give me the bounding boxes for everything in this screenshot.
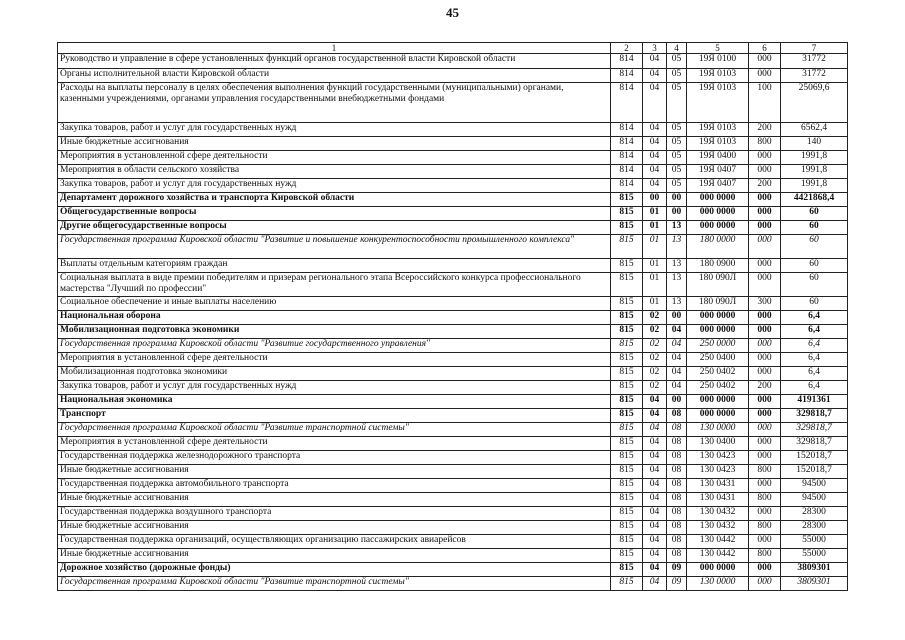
section-cell: 01 (643, 259, 667, 273)
admin-code-cell: 815 (611, 507, 643, 521)
target-article-cell: 19Я 0103 (687, 69, 749, 83)
section-cell: 01 (643, 207, 667, 221)
table-row (58, 151, 848, 165)
amount-cell: 6,4 (781, 367, 848, 381)
section-cell: 04 (643, 54, 667, 69)
amount-cell: 6,4 (781, 381, 848, 395)
table-row (58, 549, 848, 563)
expense-type-cell: 800 (749, 493, 781, 507)
subsection-cell: 08 (667, 451, 687, 465)
section-cell: 04 (643, 409, 667, 423)
section-cell: 04 (643, 423, 667, 437)
expense-type-cell: 000 (749, 151, 781, 165)
target-article-cell: 19Я 0407 (687, 179, 749, 193)
table-row (58, 577, 848, 591)
row-name-cell: Иные бюджетные ассигнования (58, 465, 611, 479)
table-row (58, 339, 848, 353)
amount-cell: 94500 (781, 479, 848, 493)
section-cell: 01 (643, 297, 667, 311)
row-name-cell: Иные бюджетные ассигнования (58, 521, 611, 535)
subsection-cell: 05 (667, 54, 687, 69)
admin-code-cell: 815 (611, 423, 643, 437)
amount-cell: 60 (781, 207, 848, 221)
section-cell: 02 (643, 367, 667, 381)
row-name-cell: Государственная поддержка железнодорожного транспорта (58, 451, 611, 465)
expense-type-cell: 300 (749, 297, 781, 311)
section-cell: 02 (643, 339, 667, 353)
section-cell: 04 (643, 493, 667, 507)
expense-type-cell: 000 (749, 259, 781, 273)
admin-code-cell: 815 (611, 353, 643, 367)
subsection-cell: 08 (667, 465, 687, 479)
target-article-cell: 19Я 0407 (687, 165, 749, 179)
subsection-cell: 00 (667, 193, 687, 207)
section-cell: 02 (643, 353, 667, 367)
row-name-cell: Государственная программа Кировской области "Развитие государственного управления" (58, 339, 611, 353)
expense-type-cell: 000 (749, 325, 781, 339)
table-row (58, 381, 848, 395)
section-cell: 04 (643, 549, 667, 563)
subsection-cell: 04 (667, 353, 687, 367)
expense-type-cell: 000 (749, 353, 781, 367)
subsection-cell: 05 (667, 179, 687, 193)
target-article-cell: 130 0000 (687, 423, 749, 437)
amount-cell: 94500 (781, 493, 848, 507)
target-article-cell: 19Я 0100 (687, 54, 749, 69)
admin-code-cell: 815 (611, 311, 643, 325)
row-name-cell: Транспорт (58, 409, 611, 423)
subsection-cell: 05 (667, 165, 687, 179)
subsection-cell: 04 (667, 381, 687, 395)
row-name-cell: Органы исполнительной власти Кировской области (58, 69, 611, 83)
row-name-cell: Другие общегосударственные вопросы (58, 221, 611, 235)
row-name-cell: Государственная программа Кировской области "Развитие транспортной системы" (58, 423, 611, 437)
expense-type-cell: 000 (749, 273, 781, 297)
table-row (58, 521, 848, 535)
subsection-cell: 09 (667, 563, 687, 577)
admin-code-cell: 814 (611, 137, 643, 151)
table-row (58, 479, 848, 493)
amount-cell: 28300 (781, 521, 848, 535)
row-name-cell: Мероприятия в установленной сфере деятельности (58, 353, 611, 367)
table-row (58, 395, 848, 409)
expense-type-cell: 000 (749, 577, 781, 591)
expense-type-cell: 000 (749, 507, 781, 521)
amount-cell: 3809301 (781, 577, 848, 591)
table-row (58, 259, 848, 273)
admin-code-cell: 815 (611, 297, 643, 311)
admin-code-cell: 815 (611, 193, 643, 207)
target-article-cell: 180 0900 (687, 259, 749, 273)
subsection-cell: 13 (667, 259, 687, 273)
header-cell: 5 (687, 43, 749, 54)
section-cell: 04 (643, 507, 667, 521)
row-name-cell: Государственная программа Кировской области "Развитие транспортной системы" (58, 577, 611, 591)
expense-type-cell: 000 (749, 563, 781, 577)
target-article-cell: 130 0431 (687, 479, 749, 493)
subsection-cell: 04 (667, 367, 687, 381)
target-article-cell: 130 0423 (687, 451, 749, 465)
subsection-cell: 08 (667, 521, 687, 535)
admin-code-cell: 814 (611, 165, 643, 179)
subsection-cell: 00 (667, 207, 687, 221)
table-row (58, 451, 848, 465)
table-row (58, 367, 848, 381)
section-cell: 04 (643, 465, 667, 479)
section-cell: 04 (643, 83, 667, 123)
target-article-cell: 250 0402 (687, 381, 749, 395)
target-article-cell: 000 0000 (687, 207, 749, 221)
admin-code-cell: 815 (611, 325, 643, 339)
section-cell: 04 (643, 165, 667, 179)
admin-code-cell: 815 (611, 367, 643, 381)
target-article-cell: 130 0423 (687, 465, 749, 479)
amount-cell: 4421868,4 (781, 193, 848, 207)
row-name-cell: Государственная поддержка автомобильного транспорта (58, 479, 611, 493)
section-cell: 04 (643, 521, 667, 535)
amount-cell: 1991,8 (781, 151, 848, 165)
table-row (58, 54, 848, 69)
row-name-cell: Мобилизационная подготовка экономики (58, 325, 611, 339)
row-name-cell: Руководство и управление в сфере установленных функций органов государственной власти Кировской области (58, 54, 611, 69)
table-row (58, 207, 848, 221)
table-row (58, 493, 848, 507)
subsection-cell: 05 (667, 83, 687, 123)
subsection-cell: 08 (667, 437, 687, 451)
subsection-cell: 04 (667, 339, 687, 353)
expense-type-cell: 000 (749, 221, 781, 235)
row-name-cell: Дорожное хозяйство (дорожные фонды) (58, 563, 611, 577)
row-name-cell: Выплаты отдельным категориям граждан (58, 259, 611, 273)
expense-type-cell: 000 (749, 479, 781, 493)
subsection-cell: 04 (667, 325, 687, 339)
amount-cell: 60 (781, 221, 848, 235)
subsection-cell: 13 (667, 273, 687, 297)
row-name-cell: Закупка товаров, работ и услуг для государственных нужд (58, 381, 611, 395)
section-cell: 04 (643, 437, 667, 451)
admin-code-cell: 815 (611, 465, 643, 479)
admin-code-cell: 814 (611, 179, 643, 193)
target-article-cell: 250 0000 (687, 339, 749, 353)
table-row (58, 221, 848, 235)
header-cell: 2 (611, 43, 643, 54)
target-article-cell: 000 0000 (687, 193, 749, 207)
expense-type-cell: 000 (749, 437, 781, 451)
budget-table (57, 42, 848, 591)
section-cell: 04 (643, 151, 667, 165)
subsection-cell: 05 (667, 151, 687, 165)
table-row (58, 165, 848, 179)
section-cell: 04 (643, 69, 667, 83)
amount-cell: 6,4 (781, 311, 848, 325)
expense-type-cell: 800 (749, 549, 781, 563)
row-name-cell: Национальная экономика (58, 395, 611, 409)
section-cell: 04 (643, 179, 667, 193)
expense-type-cell: 200 (749, 179, 781, 193)
table-row (58, 465, 848, 479)
admin-code-cell: 815 (611, 493, 643, 507)
row-name-cell: Мероприятия в установленной сфере деятельности (58, 151, 611, 165)
row-name-cell: Социальное обеспечение и иные выплаты населению (58, 297, 611, 311)
target-article-cell: 180 090Л (687, 273, 749, 297)
header-cell: 6 (749, 43, 781, 54)
section-cell: 04 (643, 123, 667, 137)
target-article-cell: 130 0000 (687, 577, 749, 591)
amount-cell: 31772 (781, 54, 848, 69)
amount-cell: 25069,6 (781, 83, 848, 123)
amount-cell: 3809301 (781, 563, 848, 577)
header-cell: 1 (58, 43, 611, 54)
admin-code-cell: 814 (611, 83, 643, 123)
row-name-cell: Закупка товаров, работ и услуг для государственных нужд (58, 123, 611, 137)
target-article-cell: 000 0000 (687, 395, 749, 409)
amount-cell: 60 (781, 273, 848, 297)
row-name-cell: Иные бюджетные ассигнования (58, 137, 611, 151)
target-article-cell: 250 0400 (687, 353, 749, 367)
section-cell: 00 (643, 193, 667, 207)
target-article-cell: 000 0000 (687, 325, 749, 339)
table-row (58, 507, 848, 521)
expense-type-cell: 000 (749, 54, 781, 69)
table-row (58, 311, 848, 325)
subsection-cell: 08 (667, 507, 687, 521)
table-row (58, 297, 848, 311)
target-article-cell: 130 0442 (687, 535, 749, 549)
subsection-cell: 08 (667, 423, 687, 437)
subsection-cell: 00 (667, 395, 687, 409)
subsection-cell: 05 (667, 137, 687, 151)
target-article-cell: 19Я 0103 (687, 123, 749, 137)
expense-type-cell: 000 (749, 451, 781, 465)
subsection-cell: 08 (667, 479, 687, 493)
header-cell: 4 (667, 43, 687, 54)
admin-code-cell: 815 (611, 395, 643, 409)
table-row (58, 325, 848, 339)
expense-type-cell: 000 (749, 235, 781, 259)
admin-code-cell: 815 (611, 563, 643, 577)
admin-code-cell: 815 (611, 521, 643, 535)
admin-code-cell: 815 (611, 273, 643, 297)
subsection-cell: 13 (667, 221, 687, 235)
expense-type-cell: 000 (749, 165, 781, 179)
row-name-cell: Мероприятия в области сельского хозяйства (58, 165, 611, 179)
table-row (58, 353, 848, 367)
target-article-cell: 19Я 0103 (687, 137, 749, 151)
amount-cell: 6,4 (781, 325, 848, 339)
row-name-cell: Государственная поддержка воздушного транспорта (58, 507, 611, 521)
expense-type-cell: 000 (749, 207, 781, 221)
subsection-cell: 13 (667, 235, 687, 259)
target-article-cell: 130 0432 (687, 507, 749, 521)
table-row (58, 193, 848, 207)
subsection-cell: 09 (667, 577, 687, 591)
target-article-cell: 130 0442 (687, 549, 749, 563)
table-row (58, 273, 848, 297)
expense-type-cell: 000 (749, 193, 781, 207)
target-article-cell: 000 0000 (687, 409, 749, 423)
amount-cell: 329818,7 (781, 423, 848, 437)
table-row (58, 563, 848, 577)
expense-type-cell: 000 (749, 409, 781, 423)
section-cell: 04 (643, 535, 667, 549)
amount-cell: 329818,7 (781, 409, 848, 423)
amount-cell: 31772 (781, 69, 848, 83)
admin-code-cell: 814 (611, 123, 643, 137)
expense-type-cell: 800 (749, 465, 781, 479)
section-cell: 01 (643, 273, 667, 297)
section-cell: 02 (643, 381, 667, 395)
admin-code-cell: 814 (611, 54, 643, 69)
target-article-cell: 19Я 0400 (687, 151, 749, 165)
target-article-cell: 180 090Л (687, 297, 749, 311)
row-name-cell: Департамент дорожного хозяйства и транспорта Кировской области (58, 193, 611, 207)
subsection-cell: 08 (667, 409, 687, 423)
target-article-cell: 180 0000 (687, 235, 749, 259)
amount-cell: 1991,8 (781, 165, 848, 179)
row-name-cell: Государственная программа Кировской области "Развитие и повышение конкурентоспособности промышленного комплекса" (58, 235, 611, 259)
subsection-cell: 08 (667, 535, 687, 549)
admin-code-cell: 815 (611, 409, 643, 423)
target-article-cell: 000 0000 (687, 311, 749, 325)
admin-code-cell: 815 (611, 549, 643, 563)
admin-code-cell: 815 (611, 207, 643, 221)
table-row (58, 409, 848, 423)
expense-type-cell: 800 (749, 521, 781, 535)
expense-type-cell: 100 (749, 83, 781, 123)
target-article-cell: 19Я 0103 (687, 83, 749, 123)
expense-type-cell: 000 (749, 339, 781, 353)
expense-type-cell: 000 (749, 367, 781, 381)
target-article-cell: 250 0402 (687, 367, 749, 381)
amount-cell: 1991,8 (781, 179, 848, 193)
section-cell: 01 (643, 235, 667, 259)
header-row (58, 43, 848, 54)
amount-cell: 4191361 (781, 395, 848, 409)
table-row (58, 123, 848, 137)
expense-type-cell: 800 (749, 137, 781, 151)
amount-cell: 6,4 (781, 339, 848, 353)
row-name-cell: Иные бюджетные ассигнования (58, 549, 611, 563)
target-article-cell: 130 0400 (687, 437, 749, 451)
row-name-cell: Мероприятия в установленной сфере деятельности (58, 437, 611, 451)
subsection-cell: 05 (667, 69, 687, 83)
amount-cell: 28300 (781, 507, 848, 521)
row-name-cell: Государственная поддержка организаций, осуществляющих организацию пассажирских авиарейсов (58, 535, 611, 549)
table-row (58, 83, 848, 123)
admin-code-cell: 814 (611, 69, 643, 83)
admin-code-cell: 815 (611, 235, 643, 259)
amount-cell: 6,4 (781, 353, 848, 367)
subsection-cell: 13 (667, 297, 687, 311)
amount-cell: 60 (781, 259, 848, 273)
admin-code-cell: 815 (611, 259, 643, 273)
section-cell: 04 (643, 451, 667, 465)
admin-code-cell: 815 (611, 221, 643, 235)
row-name-cell: Иные бюджетные ассигнования (58, 493, 611, 507)
section-cell: 04 (643, 395, 667, 409)
row-name-cell: Общегосударственные вопросы (58, 207, 611, 221)
amount-cell: 60 (781, 235, 848, 259)
row-name-cell: Социальная выплата в виде премии победителям и призерам регионального этапа Всероссийского конкурса профессионального мастерства "Лучший по профессии" (58, 273, 611, 297)
expense-type-cell: 200 (749, 381, 781, 395)
admin-code-cell: 815 (611, 479, 643, 493)
table-body (58, 43, 848, 591)
expense-type-cell: 000 (749, 69, 781, 83)
table-row (58, 69, 848, 83)
amount-cell: 152018,7 (781, 465, 848, 479)
target-article-cell: 000 0000 (687, 221, 749, 235)
table-row (58, 179, 848, 193)
amount-cell: 60 (781, 297, 848, 311)
row-name-cell: Расходы на выплаты персоналу в целях обеспечения выполнения функций государственными (муниципальными) органами, казенными учреждениями, органами управления государственными внебюджетными фондами (58, 83, 611, 123)
header-cell: 3 (643, 43, 667, 54)
section-cell: 04 (643, 563, 667, 577)
amount-cell: 152018,7 (781, 451, 848, 465)
section-cell: 04 (643, 479, 667, 493)
amount-cell: 55000 (781, 549, 848, 563)
section-cell: 04 (643, 137, 667, 151)
subsection-cell: 08 (667, 493, 687, 507)
subsection-cell: 00 (667, 311, 687, 325)
table-row (58, 437, 848, 451)
admin-code-cell: 814 (611, 151, 643, 165)
section-cell: 04 (643, 577, 667, 591)
admin-code-cell: 815 (611, 451, 643, 465)
admin-code-cell: 815 (611, 437, 643, 451)
target-article-cell: 130 0431 (687, 493, 749, 507)
subsection-cell: 05 (667, 123, 687, 137)
amount-cell: 329818,7 (781, 437, 848, 451)
table-row (58, 423, 848, 437)
section-cell: 01 (643, 221, 667, 235)
expense-type-cell: 000 (749, 423, 781, 437)
section-cell: 02 (643, 325, 667, 339)
target-article-cell: 130 0432 (687, 521, 749, 535)
expense-type-cell: 200 (749, 123, 781, 137)
table-row (58, 235, 848, 259)
row-name-cell: Мобилизационная подготовка экономики (58, 367, 611, 381)
page-number: 45 (446, 5, 459, 20)
admin-code-cell: 815 (611, 381, 643, 395)
table-row (58, 137, 848, 151)
row-name-cell: Закупка товаров, работ и услуг для государственных нужд (58, 179, 611, 193)
amount-cell: 55000 (781, 535, 848, 549)
admin-code-cell: 815 (611, 577, 643, 591)
subsection-cell: 08 (667, 549, 687, 563)
target-article-cell: 000 0000 (687, 563, 749, 577)
section-cell: 02 (643, 311, 667, 325)
admin-code-cell: 815 (611, 339, 643, 353)
admin-code-cell: 815 (611, 535, 643, 549)
header-cell: 7 (781, 43, 848, 54)
expense-type-cell: 000 (749, 395, 781, 409)
expense-type-cell: 000 (749, 311, 781, 325)
row-name-cell: Национальная оборона (58, 311, 611, 325)
table-row (58, 535, 848, 549)
expense-type-cell: 000 (749, 535, 781, 549)
amount-cell: 140 (781, 137, 848, 151)
amount-cell: 6562,4 (781, 123, 848, 137)
